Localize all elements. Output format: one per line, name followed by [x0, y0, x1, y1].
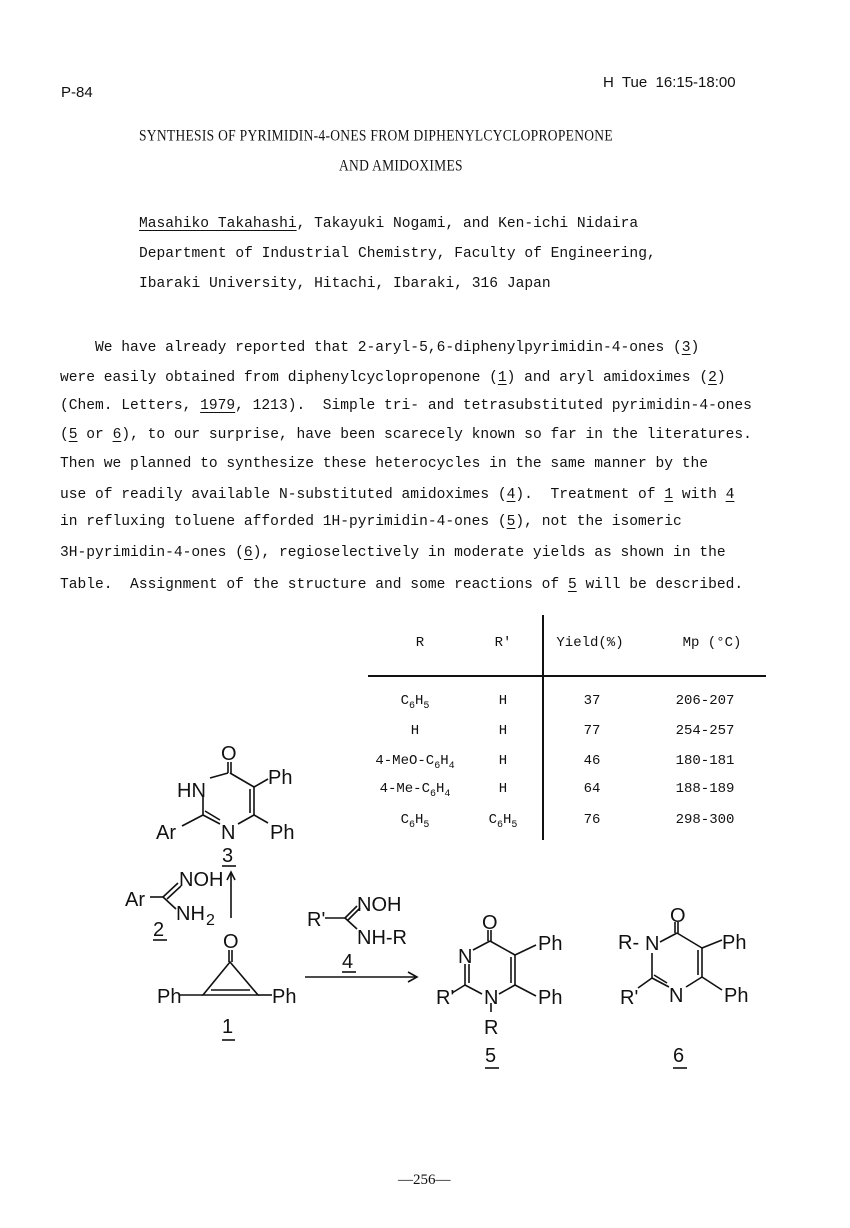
aryl-label: Ar [156, 822, 176, 844]
text-segment: 3H-pyrimidin-4-ones ( [60, 545, 244, 561]
text-segment: ). Treatment of [515, 487, 665, 503]
bond-line [686, 977, 702, 987]
cell-r-prime: $C_6H_5$ [488, 812, 518, 831]
text-segment: (Chem. Letters, [60, 398, 201, 414]
compound-reference: 6 [243, 545, 253, 561]
page-number: —256— [398, 1172, 451, 1188]
bond-line [473, 941, 490, 950]
oxygen-label: O [482, 912, 498, 934]
cell-yield: 37 [583, 693, 601, 709]
bond-line [182, 815, 203, 826]
phenyl-label: Ph [722, 932, 747, 954]
bond-line [490, 941, 515, 955]
phenyl-label: Ph [724, 985, 749, 1007]
text-segment: , Takayuki Nogami, and Ken-ichi Nidaira [296, 216, 639, 232]
phenyl-label: Ph [538, 987, 563, 1009]
text-segment: will be described. [576, 577, 744, 593]
text-segment: We have already reported that 2-aryl-5,6-diphenylpyrimidin-4-ones ( [60, 340, 682, 356]
structure-6 [618, 905, 748, 1068]
compound-number-1: 1 [222, 1016, 234, 1038]
cell-r: $4-MeO-C_6H_4$ [375, 753, 455, 772]
oxime-label: NOH [179, 869, 224, 891]
structure-1 [157, 931, 296, 1040]
bond-line [638, 978, 652, 988]
text-segment: ), not the isomeric [515, 514, 682, 530]
oxygen-label: O [223, 931, 239, 953]
bond-line [515, 945, 536, 955]
bond-line [203, 815, 220, 824]
header-r: R [415, 635, 425, 651]
oxime-label: NOH [357, 894, 402, 916]
title-line-2: AND AMIDOXIMES [339, 156, 463, 175]
title-line-1: SYNTHESIS OF PYRIMIDIN-4-ONES FROM DIPHENYLCYCLOPROPENONE [139, 126, 613, 145]
text-segment: ) and aryl amidoximes ( [506, 370, 709, 386]
structure-5 [436, 912, 562, 1068]
compound-number-3: 3 [222, 845, 234, 867]
nitrogen-label: N [669, 985, 684, 1007]
phenyl-label: Ph [272, 986, 297, 1008]
cell-r: $C_6H_5$ [400, 693, 430, 712]
bond-line [205, 811, 220, 820]
header-yield: Yield(%) [556, 635, 624, 651]
header-mp: Mp (°C) [682, 635, 742, 651]
text-segment: ) [716, 370, 726, 386]
bond-line [230, 773, 254, 787]
compound-reference: 4 [725, 487, 735, 503]
text-segment: , 1213). Simple tri- and tetrasubstituted pyrimidin-4-ones [235, 398, 752, 414]
bond-line [465, 985, 482, 994]
amine-label: NH-R [357, 927, 407, 949]
cell-yield: 76 [583, 812, 601, 828]
bond-line [660, 933, 677, 942]
structure-3 [156, 743, 294, 867]
cell-r-prime: H [498, 693, 508, 709]
text-segment: ( [60, 427, 69, 443]
reagent-4 [307, 894, 407, 973]
cell-mp: 180-181 [675, 753, 735, 769]
amine-label: NH [176, 903, 205, 925]
subscript: 2 [206, 912, 215, 929]
compound-reference: 6 [112, 427, 122, 443]
compound-reference: 5 [567, 577, 577, 593]
oxygen-label: O [221, 743, 237, 765]
text-segment: with [673, 487, 726, 503]
bond-line [345, 918, 357, 929]
compound-number-6: 6 [673, 1045, 685, 1067]
cell-yield: 64 [583, 781, 601, 797]
compound-reference: 1979 [200, 398, 236, 414]
cell-r-prime: H [498, 723, 508, 739]
bond-line [499, 985, 515, 994]
compound-reference: 4 [506, 487, 516, 503]
oxygen-label: O [670, 905, 686, 927]
phenyl-label: Ph [270, 822, 295, 844]
compound-reference: 1 [664, 487, 674, 503]
session-time: H Tue 16:15-18:00 [603, 74, 736, 91]
r-prime-label: R' [436, 987, 455, 1009]
cell-yield: 77 [583, 723, 601, 739]
bond-line [238, 815, 254, 824]
cell-r: H [410, 723, 420, 739]
text-segment: ), to our surprise, have been scarecely known so far in the literatures. [121, 427, 752, 443]
structure-2 [125, 869, 223, 941]
cell-mp: 254-257 [675, 723, 735, 739]
text-segment: Table. Assignment of the structure and some reactions of [60, 577, 568, 593]
nitrogen-label: N [221, 822, 236, 844]
affiliation-line-1: Department of Industrial Chemistry, Faculty of Engineering, [139, 246, 656, 262]
compound-reference: 2 [708, 370, 717, 386]
phenyl-label: Ph [538, 933, 563, 955]
affiliation-line-2: Ibaraki University, Hitachi, Ibaraki, 316 Japan [139, 276, 551, 292]
text-segment: in refluxing toluene afforded 1H-pyrimidin-4-ones ( [60, 514, 507, 530]
text-segment: or [77, 427, 113, 443]
nh-label: HN [177, 780, 206, 802]
compound-number-4: 4 [342, 951, 354, 973]
compound-reference: 5 [68, 427, 78, 443]
cell-mp: 206-207 [675, 693, 735, 709]
phenyl-label: Ph [157, 986, 182, 1008]
bond-line [254, 779, 268, 787]
r-prime-label: R' [620, 987, 639, 1009]
nitrogen-label: N [458, 946, 473, 968]
compound-number-2: 2 [153, 919, 165, 941]
r-label: R [484, 1017, 499, 1039]
nitrogen-label: N [484, 987, 499, 1009]
text-segment: ), regioselectively in moderate yields as shown in the [252, 545, 726, 561]
cell-mp: 298-300 [675, 812, 735, 828]
compound-reference: 3 [681, 340, 691, 356]
r-prime-label: R' [307, 909, 326, 931]
bond-line [254, 815, 268, 823]
text-segment: were easily obtained from diphenylcyclopropenone ( [60, 370, 498, 386]
compound-number-5: 5 [485, 1045, 497, 1067]
bond-line [702, 977, 722, 990]
bond-line [163, 897, 176, 909]
header-r-prime: R' [494, 635, 512, 651]
compound-reference: 5 [506, 514, 516, 530]
phenyl-label: Ph [268, 767, 293, 789]
cell-mp: 188-189 [675, 781, 735, 797]
cell-r-prime: H [498, 781, 508, 797]
text-segment: use of readily available N-substituted amidoximes ( [60, 487, 507, 503]
cell-r: $4-Me-C_6H_4$ [379, 781, 451, 800]
text-segment: Then we planned to synthesize these heterocycles in the same manner by the [60, 456, 709, 472]
compound-reference: Masahiko Takahashi [139, 216, 297, 232]
aryl-label: Ar [125, 889, 145, 911]
r-label: R- [618, 932, 640, 954]
bond-line [702, 940, 722, 948]
bond-line [677, 933, 702, 948]
compound-reference: 1 [497, 370, 507, 386]
bond-line [210, 773, 228, 778]
bond-line [515, 985, 536, 996]
cell-yield: 46 [583, 753, 601, 769]
cell-r-prime: H [498, 753, 508, 769]
cell-r: $C_6H_5$ [400, 812, 430, 831]
text-segment: ) [690, 340, 700, 356]
nitrogen-label: N [645, 933, 660, 955]
poster-id: P-84 [61, 84, 93, 101]
